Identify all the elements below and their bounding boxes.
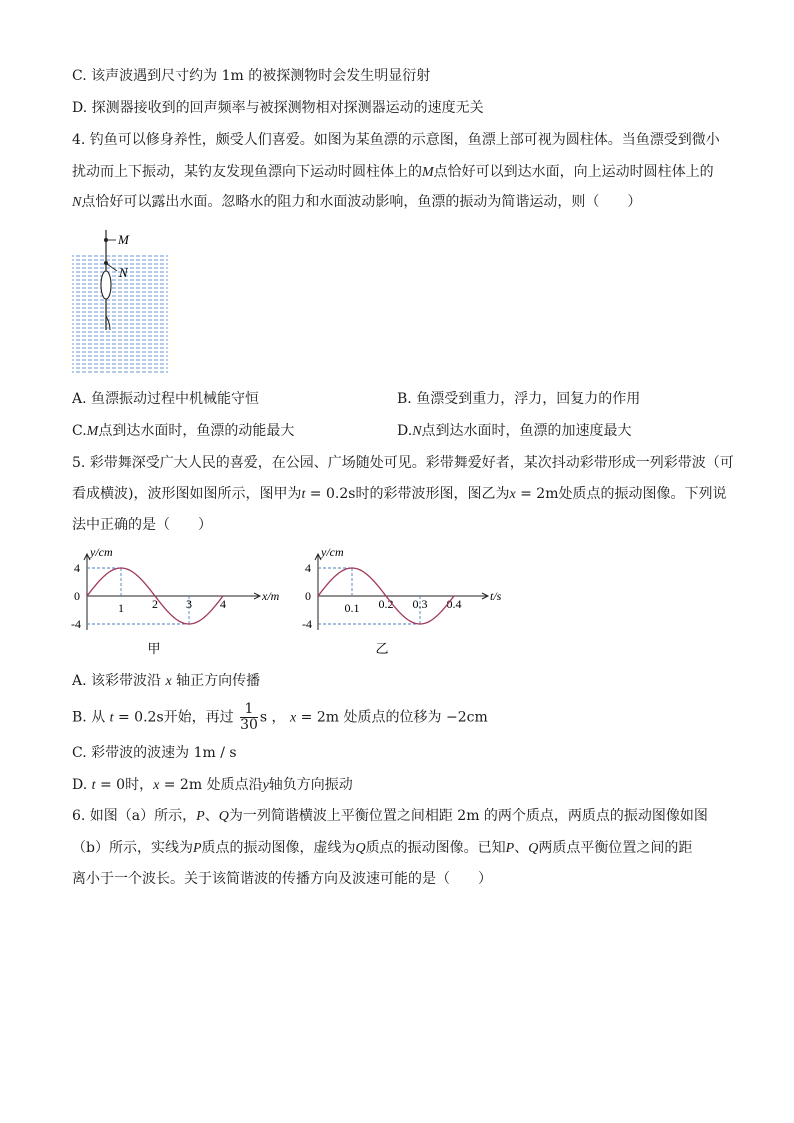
wave-graph-jia: [70, 541, 290, 659]
y-tick-label: 0: [305, 589, 311, 603]
label-n: N: [119, 265, 128, 280]
x-tick-label: 0.2: [378, 597, 394, 611]
fishing-float-figure: [70, 226, 174, 376]
x-tick-label: 0.4: [446, 597, 462, 611]
q4-option-a: A. 鱼漂振动过程中机械能守恒: [72, 391, 260, 407]
q4-stem-line3: N点恰好可以露出水面。忽略水的阻力和水面波动影响，鱼漂的振动为简谐运动，则（ ）: [72, 194, 642, 210]
y-tick-label: 4: [74, 561, 80, 575]
fraction-1-30: $\frac{1}{30}$: [240, 701, 258, 733]
q5-option-c: C. 彩带波的波速为 1m / s: [72, 745, 237, 761]
y-tick-label: 4: [305, 561, 311, 575]
q4-option-b: B. 鱼漂受到重力，浮力，回复力的作用: [397, 391, 641, 407]
q4-option-d: D.N点到达水面时，鱼漂的加速度最大: [397, 423, 632, 439]
x-tick-label: 2: [152, 597, 158, 611]
chart-title: 甲: [147, 641, 161, 656]
y-axis-label: y/cm: [321, 545, 344, 559]
x-tick-label: 0.1: [344, 601, 360, 615]
x-axis-label: t/s: [490, 589, 502, 603]
x-tick-label: 1: [118, 601, 124, 615]
q5-option-b: B. 从 t = 0.2s开始，再过 $\frac{1}{30}$ s ， x = 2m 处质点的位移为 −2cm: [72, 701, 488, 733]
q3-option-d: D. 探测器接收到的回声频率与被探测物相对探测器运动的速度无关: [72, 100, 484, 116]
q4-stem-line2: 扰动而上下振动，某钓友发现鱼漂向下运动时圆柱体上的M点恰好可以到达水面，向上运动时圆柱体上的: [72, 164, 714, 180]
float-body: [101, 271, 111, 299]
x-tick-label: 4: [220, 597, 226, 611]
q6-stem-line1: 6. 如图（a）所示，P、Q为一列简谐横波上平衡位置之间相距 2m 的两个质点，两质点的振动图像如图: [72, 808, 708, 824]
y-tick-label: 0: [74, 589, 80, 603]
q5-option-a: A. 该彩带波沿 x 轴正方向传播: [72, 673, 261, 689]
x-tick-label: 3: [186, 597, 192, 611]
x-axis-label: x/m: [262, 589, 280, 603]
label-m: M: [118, 232, 129, 247]
chart-title: 乙: [375, 641, 389, 656]
q5-stem-line3: 法中正确的是（ ）: [72, 517, 212, 533]
q3-option-c: C. 该声波遇到尺寸约为 1m 的被探测物时会发生明显衍射: [72, 68, 431, 84]
q5-stem-line2: 看成横波)，波形图如图所示，图甲为t = 0.2s时的彩带波形图，图乙为x = 2m处质点的振动图像。下列说: [72, 486, 727, 502]
q4-stem-line1: 4. 钓鱼可以修身养性，颇受人们喜爱。如图为某鱼漂的示意图，鱼漂上部可视为圆柱体。当鱼漂受到微小: [72, 132, 720, 148]
x-tick-label: 0.3: [412, 597, 428, 611]
q5-stem-line1: 5. 彩带舞深受广大人民的喜爱，在公园、广场随处可见。彩带舞爱好者，某次抖动彩带形成一列彩带波（可: [72, 455, 734, 471]
vibration-graph-yi: [292, 541, 518, 659]
q4-option-c: C.M点到达水面时，鱼漂的动能最大: [72, 423, 295, 439]
y-axis-label: y/cm: [90, 545, 113, 559]
q6-stem-line3: 离小于一个波长。关于该简谐波的传播方向及波速可能的是（ ）: [72, 871, 492, 887]
q5-option-d: D. t = 0时，x = 2m 处质点沿y轴负方向振动: [72, 777, 353, 793]
y-tick-label: -4: [302, 617, 312, 631]
q6-stem-line2: （b）所示，实线为P质点的振动图像，虚线为Q质点的振动图像。已知P、Q两质点平衡位置之间的距: [72, 840, 693, 856]
y-tick-label: -4: [71, 617, 81, 631]
